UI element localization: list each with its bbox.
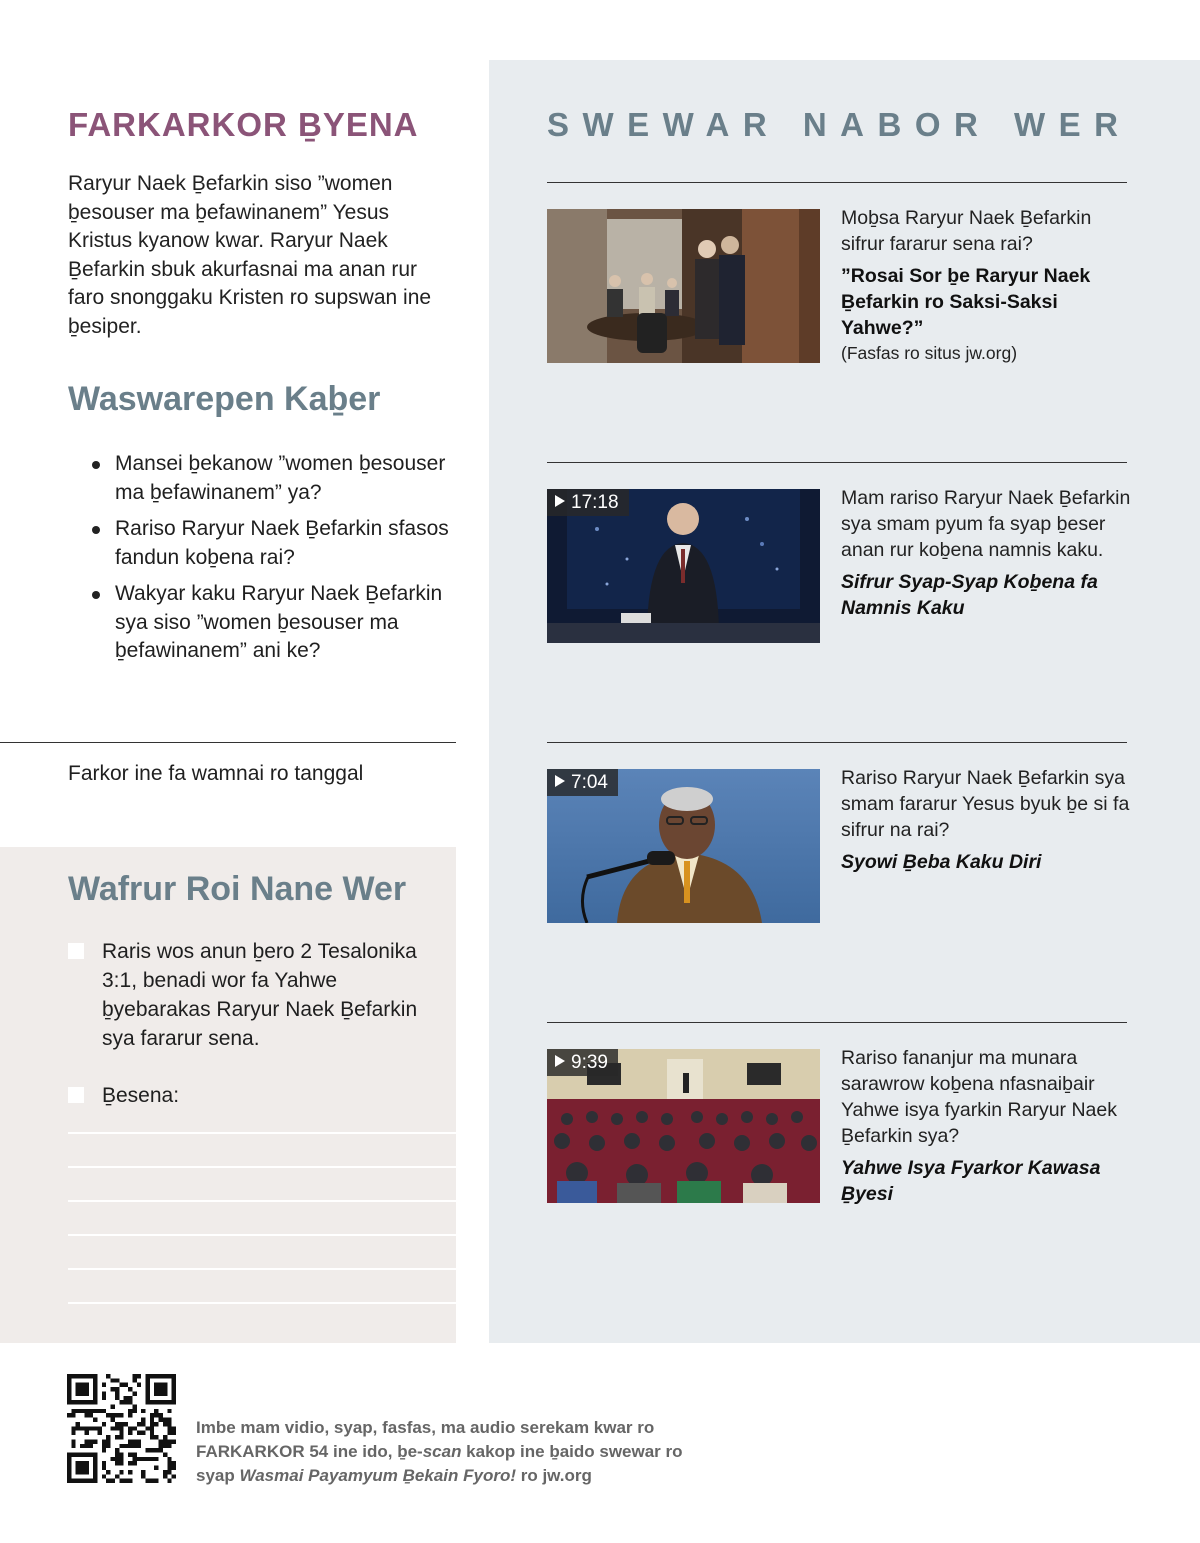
- review-heading: Waswarepen Kaḇer: [68, 380, 381, 418]
- related-item: [841, 765, 1131, 875]
- goal-task: Ḇesena:: [68, 1081, 438, 1110]
- bullet-icon: [92, 526, 100, 534]
- related-item: [841, 485, 1131, 621]
- related-item: [841, 205, 1131, 365]
- article-thumbnail[interactable]: [547, 209, 820, 363]
- goal-task: Raris wos anun ḇero 2 Tesalonika 3:1, benadi wor fa Yahwe ḇyebarakas Raryur Naek Ḇefarkin sya fararur sena.: [68, 937, 438, 1053]
- divider: [0, 742, 456, 743]
- meeting-photo-icon: [547, 209, 820, 363]
- video-link[interactable]: Syowi Ḇeba Kaku Diri: [841, 851, 1042, 873]
- video-duration: 9:39: [547, 1049, 618, 1076]
- divider: [547, 742, 1127, 743]
- item-source: (Fasfas ro situs jw.org): [841, 343, 1018, 363]
- play-icon: [555, 1055, 565, 1067]
- task-checkbox[interactable]: [68, 943, 84, 959]
- write-line[interactable]: [68, 1302, 456, 1304]
- play-icon: [555, 495, 565, 507]
- play-icon: [555, 775, 565, 787]
- lesson-title: FARKARKOR ḆYENA: [68, 106, 419, 143]
- divider: [547, 462, 1127, 463]
- video-duration: 7:04: [547, 769, 618, 796]
- video-duration: 17:18: [547, 489, 629, 516]
- review-question: Mansei ḇekanow ”women ḇesouser ma ḇefawinanem” ya?: [92, 450, 454, 507]
- video-thumbnail[interactable]: [547, 489, 820, 643]
- bullet-icon: [92, 591, 100, 599]
- write-line[interactable]: [68, 1234, 456, 1236]
- write-line[interactable]: [68, 1200, 456, 1202]
- item-question: Rariso fananjur ma munara sarawrow koḇena nfasnaiḇair Yahwe isya fyarkin Raryur Naek Ḇefarkin sya?: [841, 1047, 1117, 1147]
- date-note: Farkor ine fa wamnai ro tanggal: [68, 762, 364, 785]
- qr-code-icon[interactable]: [67, 1374, 176, 1483]
- video-link[interactable]: Yahwe Isya Fyarkor Kawasa Ḇyesi: [841, 1157, 1101, 1205]
- review-question: Rariso Raryur Naek Ḇefarkin sfasos fandun koḇena rai?: [92, 515, 454, 572]
- article-link[interactable]: ”Rosai Sor ḇe Raryur Naek Ḇefarkin ro Saksi-Saksi Yahwe?”: [841, 265, 1091, 339]
- item-question: Moḇsa Raryur Naek Ḇefarkin sifrur fararur sena rai?: [841, 207, 1092, 255]
- video-thumbnail[interactable]: [547, 1049, 820, 1203]
- write-line[interactable]: [68, 1166, 456, 1168]
- divider: [547, 1022, 1127, 1023]
- goal-heading: Wafrur Roi Nane Wer: [68, 870, 407, 908]
- review-questions: [92, 450, 454, 674]
- item-question: Mam rariso Raryur Naek Ḇefarkin sya smam pyum fa syap ḇeser anan rur koḇena namnis kaku.: [841, 487, 1131, 561]
- write-line[interactable]: [68, 1132, 456, 1134]
- write-line[interactable]: [68, 1268, 456, 1270]
- task-checkbox[interactable]: [68, 1087, 84, 1103]
- item-question: Rariso Raryur Naek Ḇefarkin sya smam fararur Yesus byuk ḇe si fa sifrur na rai?: [841, 767, 1130, 841]
- lesson-intro: Raryur Naek Ḇefarkin siso ”women ḇesouser ma ḇefawinanem” Yesus Kristus kyanow kwar. Raryur Naek Ḇefarkin sbuk akurfasnai ma anan rur faro snonggaku Kristen ro supswan ine ḇesiper.: [68, 172, 432, 338]
- bullet-icon: [92, 461, 100, 469]
- goal-tasks: [68, 937, 438, 1138]
- review-question: Wakyar kaku Raryur Naek Ḇefarkin sya siso ”women ḇesouser ma ḇefawinanem” ani ke?: [92, 580, 454, 666]
- related-item: [841, 1045, 1131, 1207]
- video-thumbnail[interactable]: [547, 769, 820, 923]
- divider: [547, 182, 1127, 183]
- related-heading: SWEWAR NABOR WER: [547, 106, 1132, 143]
- video-link[interactable]: Sifrur Syap-Syap Koḇena fa Namnis Kaku: [841, 571, 1098, 619]
- footer-note: Imbe mam vidio, syap, fasfas, ma audio serekam kwar ro FARKARKOR 54 ine ido, ḇe-scan kakop ine ḇaido swewar ro syap Wasmai Payamyum Ḇekain Fyoro! ro jw.org: [196, 1418, 683, 1485]
